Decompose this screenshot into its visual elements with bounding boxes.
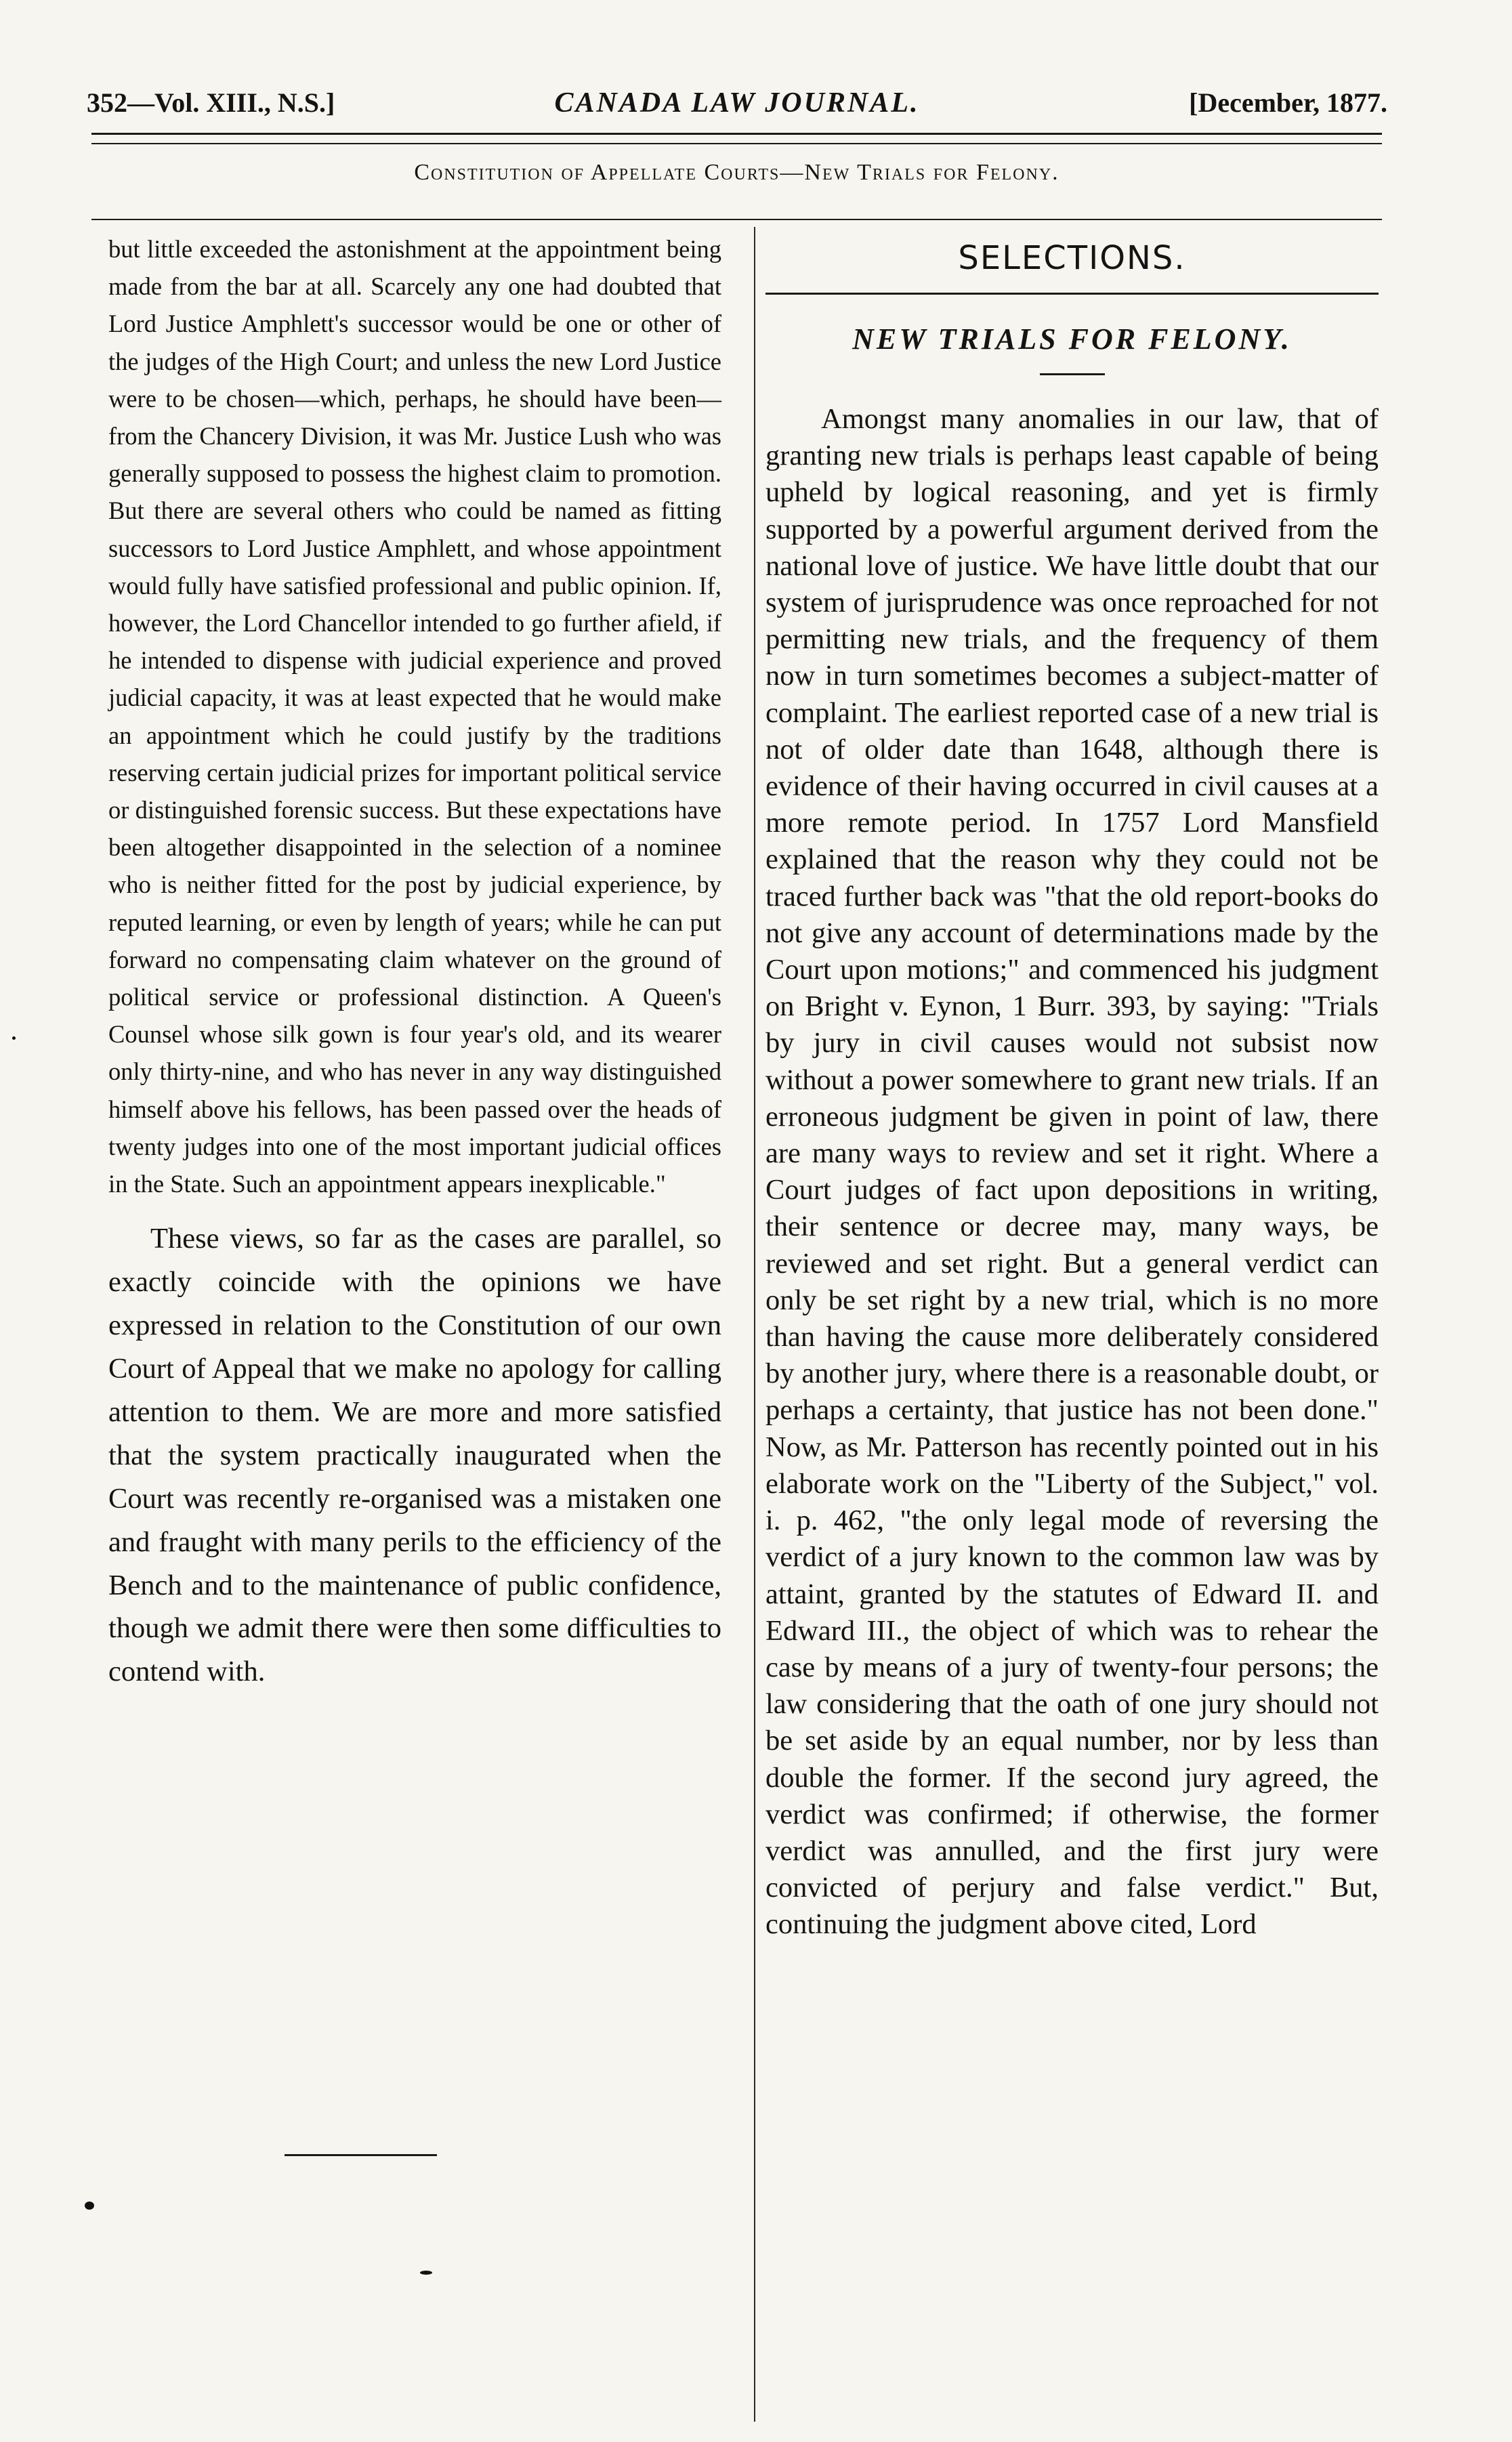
header-rule <box>91 219 1382 220</box>
section-header: Constitution of Appellate Courts—New Trials for Felony. <box>414 160 1059 185</box>
journal-title: CANADA LAW JOURNAL. <box>554 87 920 119</box>
selections-heading: SELECTIONS. <box>958 239 1186 277</box>
editorial-paragraph: These views, so far as the cases are parallel, so exactly coincide with the opinions we have expressed in relation to the Constitution of our own Court of Appeal that we make no apology for calling attention to them. We are more and more satisfied that the system practically inaugurated when the Court was recently re-organised was a mistaken one and fraught with many perils to the efficiency of the Bench and to the maintenance of public confidence, though we admit there were then some difficulties to contend with. <box>108 1223 721 1688</box>
article-end-rule <box>285 2154 437 2156</box>
title-rule <box>1040 373 1105 375</box>
article-title: NEW TRIALS FOR FELONY. <box>852 322 1292 356</box>
article-body: Amongst many anomalies in our law, that of granting new trials is perhaps least capable of being upheld by logical reasoning, and yet is firmly supported by a powerful argument derived from the national love of justice. We have little doubt that our system of jurisprudence was once reproached for not permitting new trials, and the frequency of them now in turn sometimes becomes a subject-matter of complaint. The earliest reported case of a new trial is not of older date than 1648, although there is evidence of their having occurred in civil causes at a more remote period. In 1757 Lord Mansfield explained that the reason why they could not be traced further back was "that the old report-books do not give any account of determinations made by the Court upon motions;" and commenced his judgment on Bright v. Eynon, 1 Burr. 393, by saying: "Trials by jury in civil causes would not subsist now without a power somewhere to grant new trials. If an erroneous judgment be given in point of law, there are many ways to review and set it right. Where a Court judges of fact upon depositions in writing, their sentence or decree may, many ways, be reviewed and set right. But a general verdict can only be set right by a new trial, which is no more than having the cause more deliberately considered by another jury, where there is a reasonable doubt, or perhaps a certainty, that justice has not been done." Now, as Mr. Patterson has recently pointed out in his elaborate work on the "Liberty of the Subject," vol. i. p. 462, "the only legal mode of reversing the verdict of a jury known to the common law was by attaint, granted by the statutes of Edward II. and Edward III., the object of which was to rehear the case by means of a jury of twenty-four persons; the law considering that the oath of one jury should not be set aside by an equal number, nor by less than double the former. If the second jury agreed, the verdict was confirmed; if otherwise, the former verdict was annulled, and the first jury were convicted of perjury and false verdict." But, continuing the judgment above cited, Lord <box>765 403 1379 1941</box>
selections-rule <box>765 293 1379 295</box>
ink-speck <box>12 1036 16 1040</box>
right-column <box>765 237 1379 1943</box>
header-double-rule <box>91 133 1382 144</box>
issue-date: [December, 1877. <box>1189 87 1387 118</box>
ink-speck <box>85 2202 94 2210</box>
column-divider <box>754 227 755 2422</box>
ink-speck <box>420 2271 432 2275</box>
running-header <box>87 87 1387 134</box>
left-column <box>108 230 721 1693</box>
quoted-text: but little exceeded the astonishment at the appointment being made from the bar at all. Scarcely any one had doubted that Lord Justice Amphlett's successor would be one or other of the judges of the High Court; and unless the new Lord Justice were to be chosen—which, perhaps, he should have been—from the Chancery Division, it was Mr. Justice Lush who was generally supposed to possess the highest claim to promotion. But there are several others who could be named as fitting successors to Lord Justice Amphlett, and whose appointment would fully have satisfied professional and public opinion. If, however, the Lord Chancellor intended to go further afield, if he intended to dispense with judicial experience and proved judicial capacity, it was at least expected that he would make an appointment which he could justify by the traditions reserving certain judicial prizes for important political service or distinguished forensic success. But these expectations have been altogether disappointed in the selection of a nominee who is neither fitted for the post by judicial experience, by reputed learning, or even by length of years; while he can put forward no compensating claim whatever on the ground of political service or professional distinction. A Queen's Counsel whose silk gown is four year's old, and its wearer only thirty-nine, and who has never in any way distinguished himself above his fellows, has been passed over the heads of twenty judges into one of the most important judicial offices in the State. Such an appointment appears inexplicable." <box>108 235 721 1198</box>
page-volume-label: 352—Vol. XIII., N.S.] <box>87 87 335 118</box>
